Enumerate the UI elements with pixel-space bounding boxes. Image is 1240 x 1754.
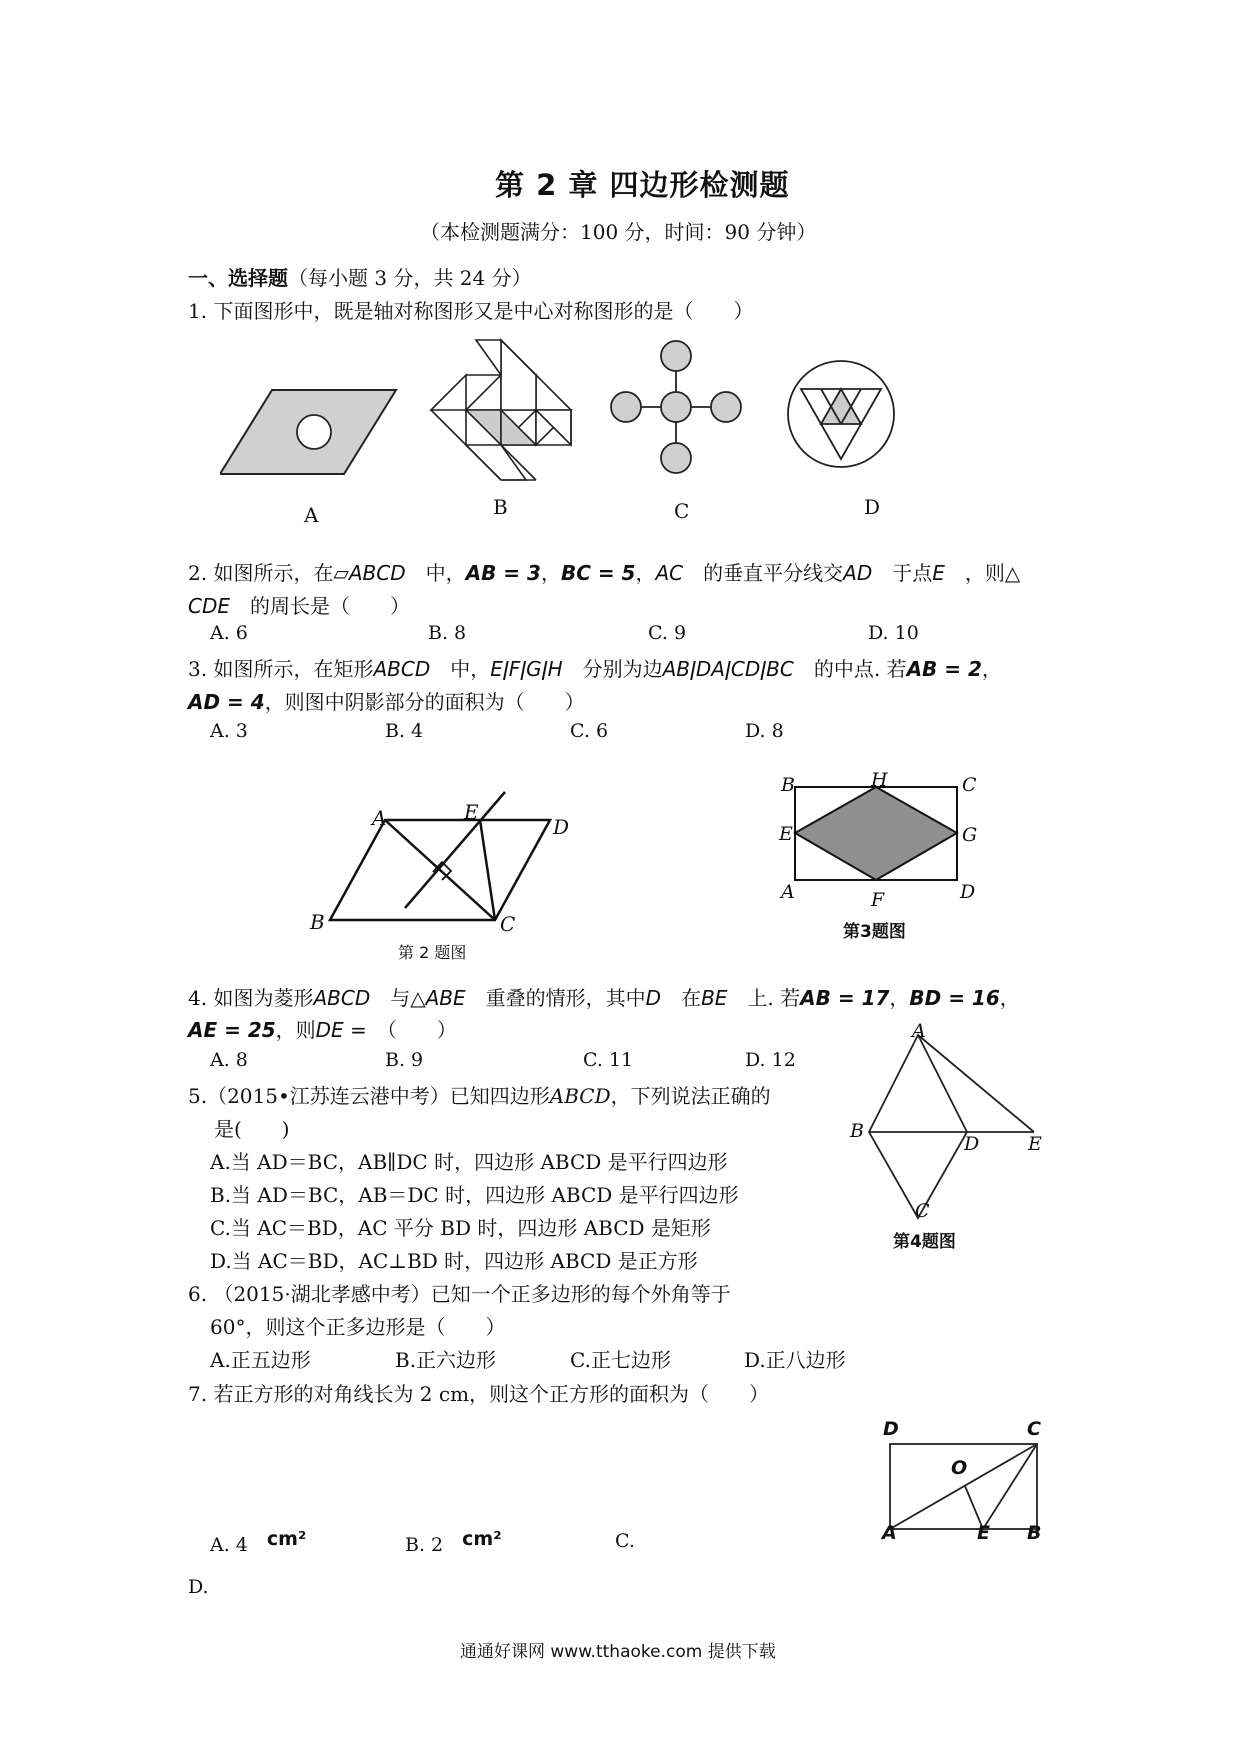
- q4-option-c: C. 11: [583, 1049, 634, 1071]
- fig3-label-f: F: [871, 889, 885, 911]
- q2-text: 的周长是（ ）: [250, 594, 411, 618]
- q2-text: 2. 如图所示，在: [188, 561, 334, 585]
- q4-math: AB = 17: [800, 986, 890, 1010]
- q6-option-a: A.正五边形: [210, 1348, 311, 1372]
- q3-option-b: B. 4: [385, 720, 424, 742]
- q2-text: 于点: [892, 561, 933, 585]
- question-2-line1: [188, 557, 1020, 586]
- fig7-label-o: O: [951, 1457, 968, 1479]
- figure-1a-parallelogram: [220, 390, 396, 474]
- figure-4-rhombus: [845, 1025, 1045, 1220]
- q4-math: D: [645, 986, 662, 1010]
- q4-option-b: B. 9: [385, 1049, 424, 1071]
- q7-option-a-unit: cm²: [266, 1528, 307, 1550]
- q5-math: ABCD: [549, 1084, 611, 1108]
- q4-text: 在: [681, 986, 702, 1010]
- figure-7-rectangle: [880, 1430, 1040, 1540]
- q3-text: 中，: [450, 657, 491, 681]
- question-6-line1: 6. （2015·湖北孝感中考）已知一个正多边形的每个外角等于: [188, 1282, 731, 1306]
- q2-option-b: B. 8: [428, 622, 467, 644]
- section-heading: [188, 262, 532, 291]
- q2-text: 的垂直平分线交: [703, 561, 844, 585]
- question-7-stem: 7. 若正方形的对角线长为 2 cm，则这个正方形的面积为（ ）: [188, 1382, 770, 1406]
- q4-option-a: A. 8: [210, 1049, 248, 1071]
- q3-math: AD = 4: [188, 690, 265, 714]
- q4-option-d: D. 12: [745, 1049, 796, 1071]
- fig7-label-e: E: [977, 1522, 990, 1544]
- question-4-line1: [188, 982, 1020, 1011]
- question-6-line2: 60°，则这个正多边形是（ ）: [210, 1315, 506, 1339]
- q6-option-c: C.正七边形: [570, 1348, 671, 1372]
- fig3-label-g: G: [962, 824, 978, 846]
- q2-text: 中，: [425, 561, 466, 585]
- fig3-label-b: B: [781, 774, 795, 796]
- q4-math: BE: [701, 986, 728, 1010]
- q4-text: ，: [889, 986, 910, 1010]
- q3-text: 3. 如图所示，在矩形: [188, 657, 374, 681]
- q2-math: AD: [843, 561, 873, 585]
- question-1-stem: 1. 下面图形中，既是轴对称图形又是中心对称图形的是（ ）: [188, 299, 754, 323]
- q3-text: 分别为边: [582, 657, 663, 681]
- figure-1b-label: B: [493, 495, 508, 519]
- figure-1d-circle-triangle: [788, 361, 894, 467]
- q3-text: ，: [981, 657, 1002, 681]
- q7-option-a: [210, 1530, 306, 1557]
- figure-1d-label: D: [864, 495, 881, 519]
- q4-math: ABE: [425, 986, 466, 1010]
- q3-option-c: C. 6: [570, 720, 609, 742]
- q4-text: （ ）: [386, 1018, 457, 1042]
- q4-math: DE =: [315, 1018, 367, 1042]
- fig2-label-d: D: [553, 815, 570, 839]
- q5-text: ，下列说法正确的: [610, 1084, 771, 1108]
- page-subtitle: （本检测题满分：100 分，时间：90 分钟）: [420, 220, 817, 244]
- q3-text: ，则图中阴影部分的面积为（ ）: [264, 690, 585, 714]
- q2-math: ABCD: [348, 561, 406, 585]
- q3-math: ABCD: [373, 657, 431, 681]
- figure-2-parallelogram: [305, 790, 595, 940]
- fig3-label-e: E: [779, 823, 793, 845]
- question-5-line2: 是( ): [214, 1117, 290, 1141]
- q5-text: 5.（2015•江苏连云港中考）已知四边形: [188, 1084, 550, 1108]
- q3-option-a: A. 3: [210, 720, 248, 742]
- q7-option-b-unit: cm²: [462, 1528, 502, 1550]
- q2-math: E: [932, 561, 945, 585]
- q6-option-b: B.正六边形: [395, 1348, 497, 1372]
- q4-math: ABCD: [313, 986, 371, 1010]
- q3-math: AB = 2: [906, 657, 982, 681]
- q2-math: BC = 5: [560, 561, 636, 585]
- footer-source: 通通好课网 www.tthaoke.com 提供下载: [460, 1642, 776, 1662]
- q5-option-c: C.当 AC＝BD，AC 平分 BD 时，四边形 ABCD 是矩形: [210, 1216, 711, 1240]
- fig2-label-a: A: [372, 806, 387, 830]
- q2-text: ，: [540, 561, 561, 585]
- q2-math: CDE: [188, 594, 231, 618]
- q5-option-a: A.当 AD＝BC，AB∥DC 时，四边形 ABCD 是平行四边形: [210, 1150, 728, 1174]
- q2-option-c: C. 9: [648, 622, 687, 644]
- fig4-label-d: D: [964, 1133, 980, 1155]
- q3-option-d: D. 8: [745, 720, 784, 742]
- q4-math: BD = 16: [909, 986, 1000, 1010]
- fig3-label-h: H: [871, 769, 888, 791]
- fig7-label-c: C: [1027, 1418, 1041, 1440]
- fig7-label-d: D: [883, 1418, 899, 1440]
- q7-option-b-text: B. 2: [405, 1534, 444, 1556]
- fig4-label-b: B: [850, 1120, 864, 1142]
- q3-text: 的中点. 若: [813, 657, 907, 681]
- fig2-label-e: E: [464, 800, 479, 824]
- parallelogram-symbol: ▱: [333, 561, 349, 585]
- fig4-label-a: A: [912, 1020, 926, 1042]
- q7-option-c: C.: [615, 1530, 635, 1552]
- section-label: 一、选择题: [188, 266, 288, 290]
- q2-math: AB = 3: [465, 561, 541, 585]
- question-1-figures: [220, 330, 950, 530]
- fig7-label-a: A: [882, 1522, 897, 1544]
- fig3-label-d: D: [960, 881, 976, 903]
- figure-1c-label: C: [674, 499, 690, 523]
- fig2-label-b: B: [310, 910, 325, 934]
- figure-1a-label: A: [304, 503, 319, 527]
- q2-text: ，则△: [964, 561, 1021, 585]
- question-2-line2: [188, 590, 410, 619]
- section-note: （每小题 3 分，共 24 分）: [288, 266, 532, 290]
- q6-option-d: D.正八边形: [744, 1348, 846, 1372]
- q2-option-a: A. 6: [210, 622, 248, 644]
- fig3-caption: 第3题图: [843, 922, 906, 942]
- q5-option-d: D.当 AC＝BD，AC⊥BD 时，四边形 ABCD 是正方形: [210, 1249, 698, 1273]
- q2-text: ，: [635, 561, 656, 585]
- q7-option-a-text: A. 4: [210, 1534, 248, 1556]
- q5-option-b: B.当 AD＝BC，AB＝DC 时，四边形 ABCD 是平行四边形: [210, 1183, 739, 1207]
- fig4-label-e: E: [1028, 1133, 1042, 1155]
- q7-option-d: D.: [188, 1576, 209, 1598]
- fig3-label-a: A: [781, 881, 795, 903]
- q4-text: 重叠的情形，其中: [485, 986, 646, 1010]
- q3-math: ABǀDAǀCDǀBC: [662, 657, 794, 681]
- q4-math: AE = 25: [188, 1018, 276, 1042]
- question-4-line2: [188, 1014, 457, 1043]
- fig4-caption: 第4题图: [893, 1232, 956, 1252]
- figure-1c-circle-cross: [611, 341, 741, 473]
- q4-text: ，: [999, 986, 1020, 1010]
- fig2-caption: 第 2 题图: [398, 943, 467, 962]
- q4-text: 4. 如图为菱形: [188, 986, 314, 1010]
- question-5-line1: [188, 1080, 771, 1109]
- fig7-label-b: B: [1027, 1522, 1042, 1544]
- q4-text: ，则: [275, 1018, 316, 1042]
- q2-math: AC: [655, 561, 684, 585]
- question-3-line1: [188, 653, 1002, 682]
- question-3-line2: [188, 686, 585, 715]
- q4-text: 与△: [390, 986, 426, 1010]
- q4-text: 上. 若: [747, 986, 801, 1010]
- fig4-label-c: C: [915, 1200, 930, 1222]
- q2-option-d: D. 10: [868, 622, 919, 644]
- q7-option-b: [405, 1530, 502, 1557]
- q3-math: EǀFǀGǀH: [490, 657, 563, 681]
- fig3-label-c: C: [962, 774, 977, 796]
- fig2-label-c: C: [500, 912, 516, 936]
- page-title: 第 2 章 四边形检测题: [495, 168, 790, 202]
- figure-1b-pinwheel: [431, 340, 571, 480]
